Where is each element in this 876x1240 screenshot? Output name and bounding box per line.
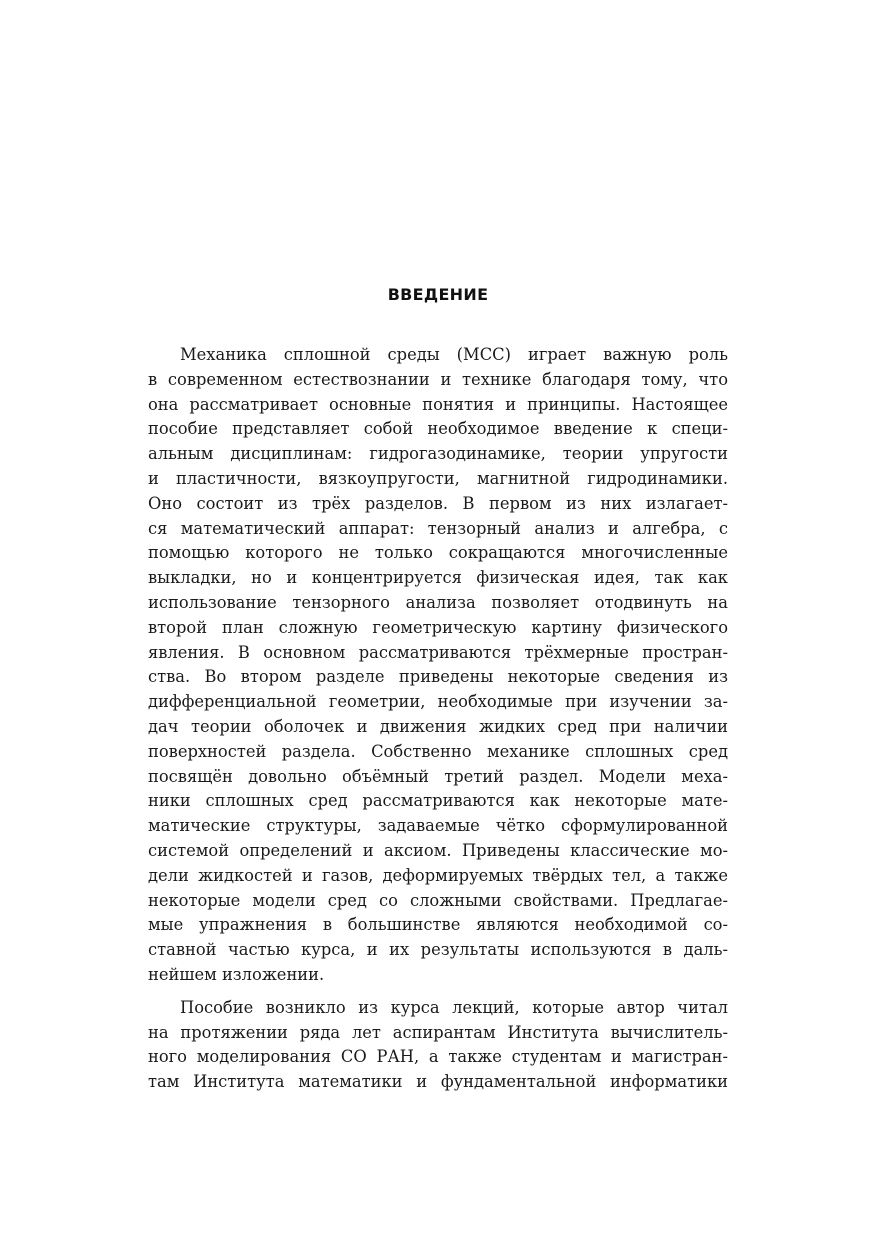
text-line: второй план сложную геометрическую картину физического [148, 617, 728, 637]
text-line: на протяжении ряда лет аспирантам Института вычислитель- [148, 1022, 728, 1042]
paragraph-2 [148, 996, 728, 1095]
text-line: ства. Во втором разделе приведены некоторые сведения из [148, 667, 728, 687]
text-line: альным дисциплинам: гидрогазодинамике, теории упругости [148, 444, 728, 464]
text-line: ного моделирования СО РАН, а также студентам и магистран- [148, 1047, 728, 1067]
text-line: помощью которого не только сокращаются многочисленные [148, 543, 728, 563]
text-line: и пластичности, вязкоупругости, магнитной гидродинамики. [148, 468, 728, 488]
text-line: пособие представляет собой необходимое введение к специ- [148, 419, 728, 439]
text-line: нейшем изложении. [148, 964, 325, 984]
text-line: поверхностей раздела. Собственно механике сплошных сред [148, 741, 728, 761]
text-line: использование тензорного анализа позволяет отодвинуть на [148, 592, 728, 612]
text-line: мые упражнения в большинстве являются необходимой со- [148, 915, 728, 935]
text-line: там Института математики и фундаментальной информатики [148, 1072, 728, 1092]
text-line: ставной частью курса, и их результаты используются в даль- [148, 940, 728, 960]
text-line: дач теории оболочек и движения жидких сред при наличии [148, 716, 728, 736]
text-line: выкладки, но и концентрируется физическая идея, так как [148, 568, 728, 588]
paragraph-1 [148, 343, 728, 988]
text-line: дели жидкостей и газов, деформируемых твёрдых тел, а также [148, 865, 728, 885]
text-line: ники сплошных сред рассматриваются как некоторые мате- [148, 791, 728, 811]
text-line: она рассматривает основные понятия и принципы. Настоящее [148, 394, 728, 414]
text-line: Оно состоит из трёх разделов. В первом из них излагает- [148, 493, 728, 513]
text-line: Механика сплошной среды (МСС) играет важную роль [180, 345, 728, 364]
text-line: явления. В основном рассматриваются трёхмерные простран- [148, 642, 728, 662]
text-line: посвящён довольно объёмный третий раздел. Модели меха- [148, 766, 728, 786]
text-line: некоторые модели сред со сложными свойствами. Предлагае- [148, 890, 728, 910]
text-line: системой определений и аксиом. Приведены классические мо- [148, 840, 728, 860]
body-text [148, 343, 728, 1095]
text-line: дифференциальной геометрии, необходимые при изучении за- [148, 692, 728, 712]
text-line: матические структуры, задаваемые чётко сформулированной [148, 816, 728, 836]
chapter-heading: ВВЕДЕНИЕ [387, 285, 489, 304]
text-line: Пособие возникло из курса лекций, которые автор читал [180, 997, 728, 1017]
text-line: ся математический аппарат: тензорный анализ и алгебра, с [148, 518, 728, 538]
text-line: в современном естествознании и технике благодаря тому, что [148, 369, 728, 389]
